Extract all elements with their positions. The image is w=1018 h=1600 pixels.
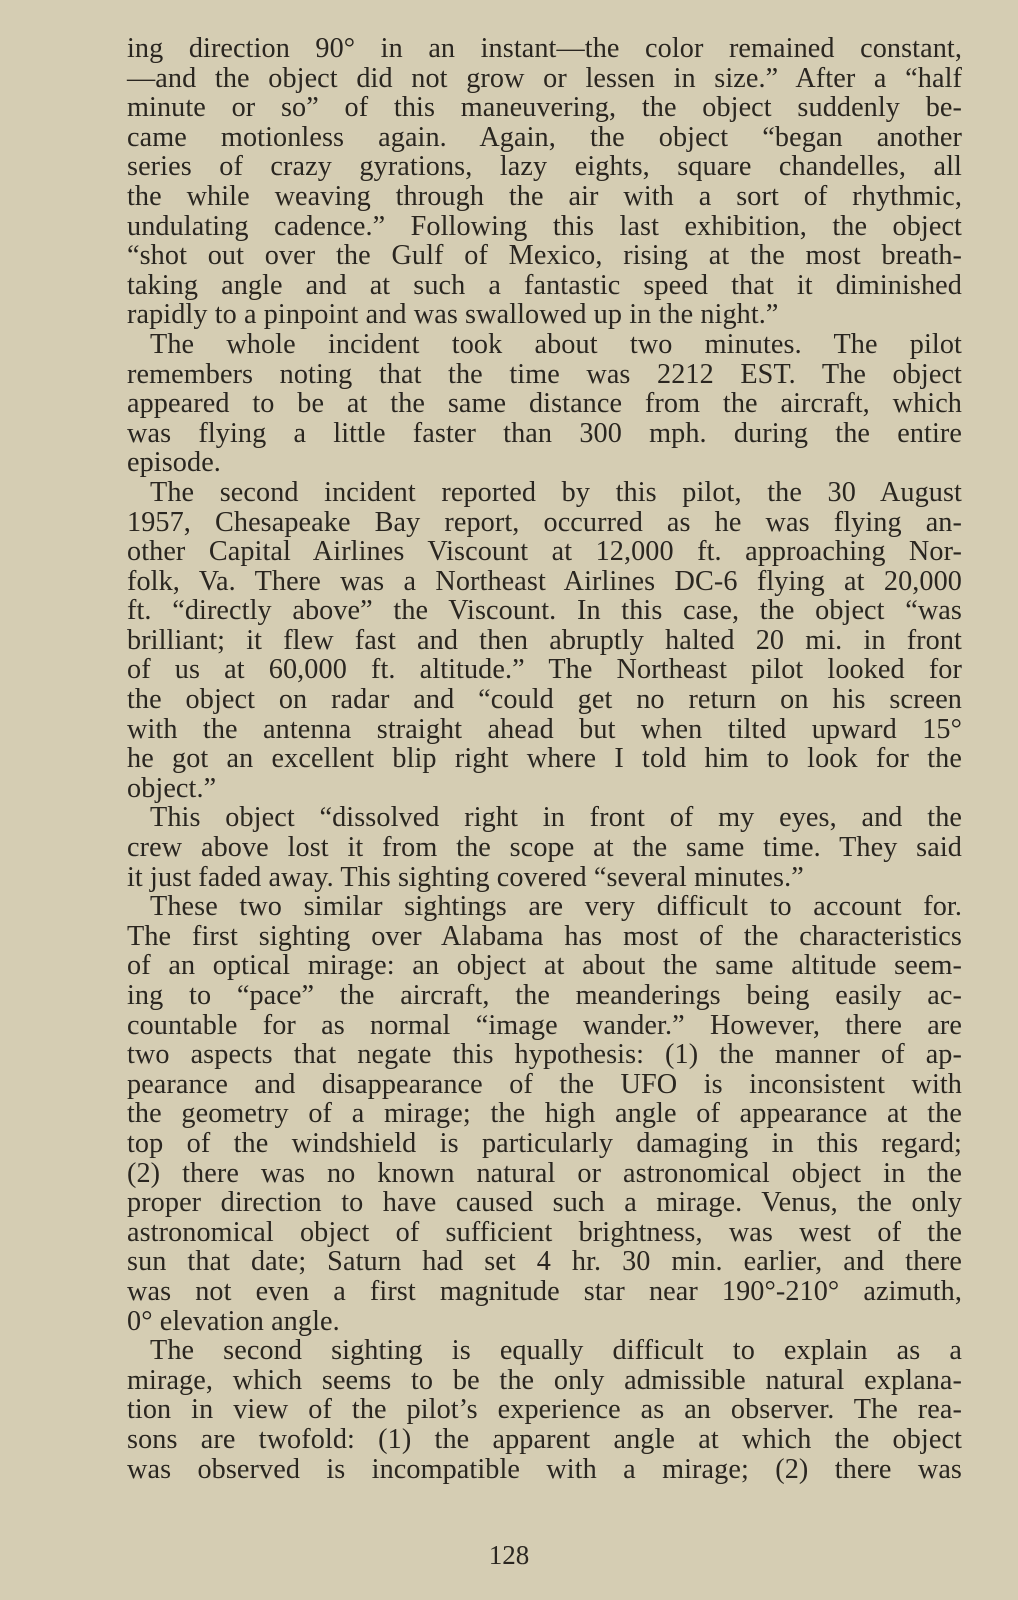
text-line: series of crazy gyrations, lazy eights, square chandelles, all: [127, 151, 962, 183]
text-line: brilliant; it flew fast and then abruptly halted 20 mi. in front: [127, 624, 962, 656]
text-line: The second incident reported by this pilot, the 30 August: [150, 476, 962, 508]
text-line: other Capital Airlines Viscount at 12,000 ft. approaching Nor-: [127, 536, 962, 568]
text-line: pearance and disappearance of the UFO is inconsistent with: [127, 1068, 962, 1100]
text-line: sun that date; Saturn had set 4 hr. 30 min. earlier, and there: [127, 1246, 962, 1278]
text-line: object.”: [127, 772, 217, 804]
text-line: ft. “directly above” the Viscount. In this case, the object “was: [127, 595, 962, 627]
text-line: appeared to be at the same distance from the aircraft, which: [127, 388, 962, 420]
text-line: he got an excellent blip right where I told him to look for the: [127, 743, 962, 775]
text-line: proper direction to have caused such a mirage. Venus, the only: [127, 1187, 962, 1219]
text-line: “shot out over the Gulf of Mexico, rising at the most breath-: [127, 240, 962, 272]
text-line: ing to “pace” the aircraft, the meanderings being easily ac-: [127, 980, 962, 1011]
text-line: The first sighting over Alabama has most of the characteristics: [127, 920, 962, 952]
text-line: minute or so” of this maneuvering, the object suddenly be-: [127, 92, 962, 124]
text-line: rapidly to a pinpoint and was swallowed up in the night.”: [127, 299, 779, 331]
text-line: taking angle and at such a fantastic speed that it diminished: [127, 269, 962, 301]
text-line: tion in view of the pilot’s experience as an observer. The rea-: [127, 1394, 962, 1426]
text-line: The whole incident took about two minutes. The pilot: [150, 328, 962, 360]
page-number: 128: [488, 1540, 530, 1570]
text-line: This object “dissolved right in front of my eyes, and the: [150, 802, 962, 834]
text-line: folk, Va. There was a Northeast Airlines DC-6 flying at 20,000: [127, 565, 962, 597]
text-line: —and the object did not grow or lessen in size.” After a “half: [127, 62, 962, 94]
text-line: was observed is incompatible with a mirage; (2) there was: [127, 1453, 962, 1485]
text-line: the while weaving through the air with a sort of rhythmic,: [127, 180, 962, 212]
text-line: of us at 60,000 ft. altitude.” The Northeast pilot looked for: [127, 654, 962, 686]
text-line: with the antenna straight ahead but when tilted upward 15°: [127, 713, 962, 745]
text-line: of an optical mirage: an object at about the same altitude seem-: [127, 950, 962, 982]
text-line: remembers noting that the time was 2212 EST. The object: [127, 358, 962, 390]
text-line: it just faded away. This sighting covered “several minutes.”: [127, 861, 804, 893]
text-line: the object on radar and “could get no return on his screen: [127, 684, 962, 716]
text-line: astronomical object of sufficient brightness, was west of the: [127, 1216, 962, 1248]
text-line: countable for as normal “image wander.” However, there are: [127, 1009, 962, 1041]
text-line: 1957, Chesapeake Bay report, occurred as he was flying an-: [127, 506, 962, 538]
text-line: was not even a first magnitude star near 190°-210° azimuth,: [127, 1275, 962, 1307]
text-line: was flying a little faster than 300 mph. during the entire: [127, 417, 962, 449]
text-line: sons are twofold: (1) the apparent angle at which the object: [127, 1423, 962, 1455]
page-body-text: [127, 34, 962, 1484]
text-line: ing direction 90° in an instant—the color remained constant,: [127, 33, 962, 64]
text-line: mirage, which seems to be the only admissible natural explana-: [127, 1364, 962, 1396]
text-line: crew above lost it from the scope at the same time. They said: [127, 832, 962, 864]
text-line: two aspects that negate this hypothesis: (1) the manner of ap-: [127, 1039, 962, 1071]
text-line: episode.: [127, 447, 221, 479]
text-line: undulating cadence.” Following this last exhibition, the object: [127, 210, 962, 242]
text-line: These two similar sightings are very difficult to account for.: [150, 891, 962, 923]
text-line: The second sighting is equally difficult to explain as a: [150, 1335, 962, 1367]
text-line: the geometry of a mirage; the high angle of appearance at the: [127, 1098, 962, 1130]
text-line: (2) there was no known natural or astronomical object in the: [127, 1157, 962, 1189]
text-line: came motionless again. Again, the object “began another: [127, 121, 962, 153]
text-line: 0° elevation angle.: [127, 1305, 340, 1337]
text-line: top of the windshield is particularly damaging in this regard;: [127, 1127, 962, 1159]
